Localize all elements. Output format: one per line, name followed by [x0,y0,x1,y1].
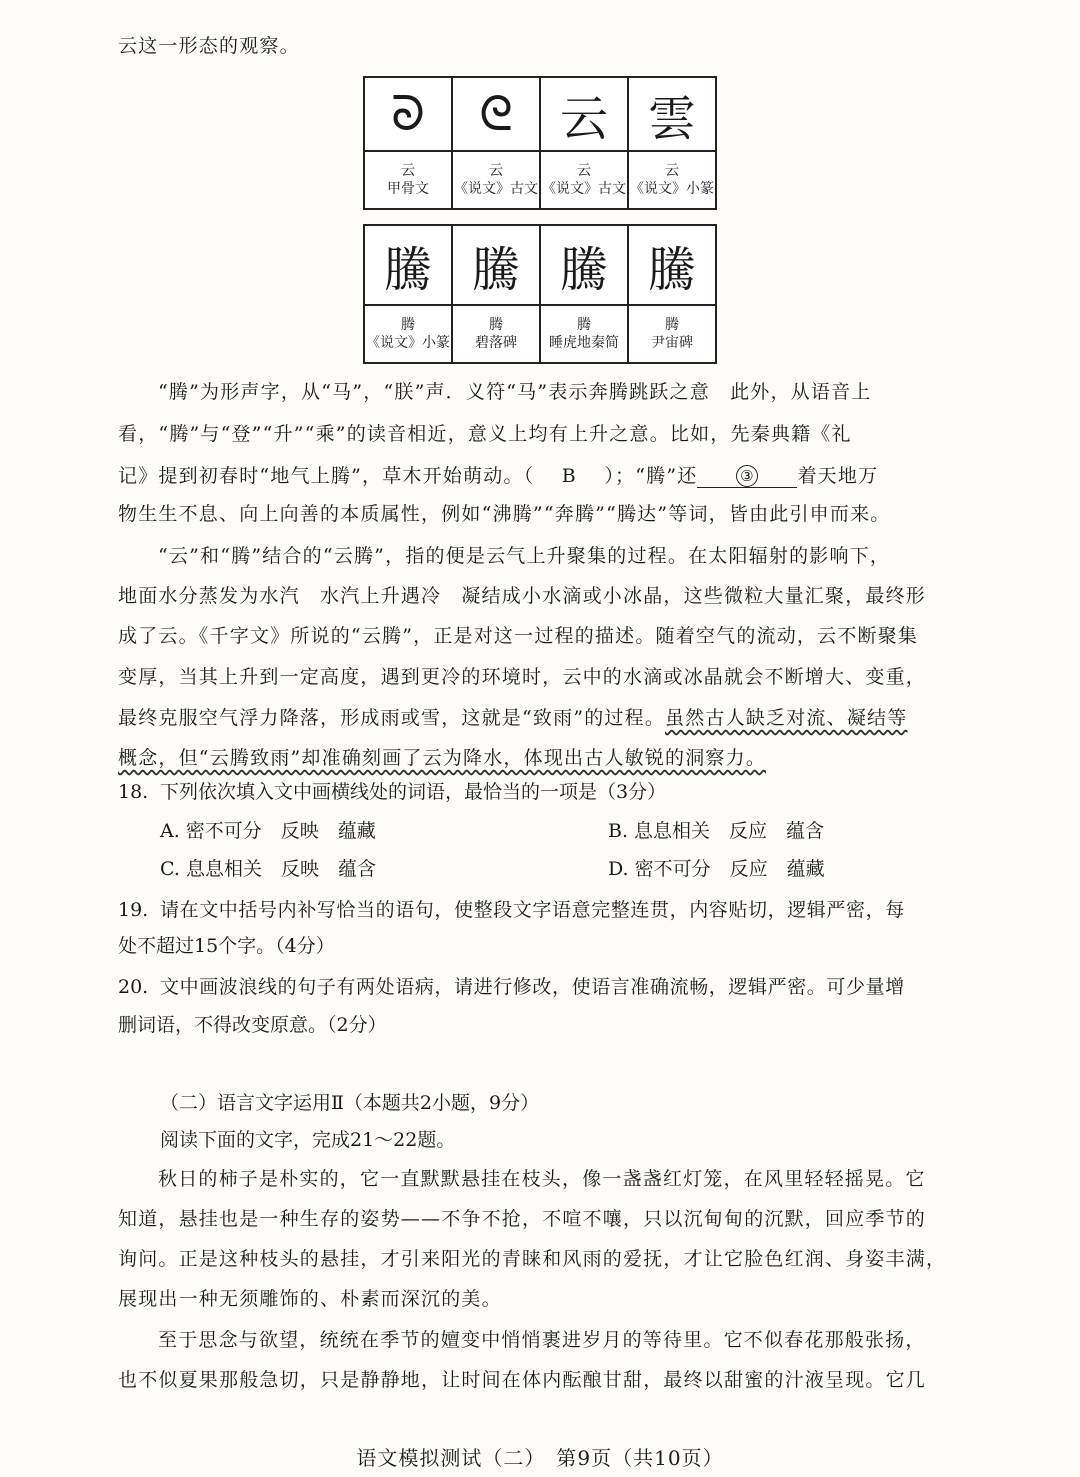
para1-line1: “腾”为形声字，从“马”，“朕”声．义符“马”表示奔腾跳跃之意 此外，从语音上 [158,381,872,403]
para2-line1: “云”和“腾”结合的“云腾”，指的便是云气上升聚集的过程。在太阳辐射的影响下， [158,545,891,567]
glyph-yun-xiaozhuan: 雲 [647,90,696,147]
q20-number: 20. [118,976,149,998]
glyph-table-teng [363,224,717,364]
page-footer: 语文模拟测试（二） 第9页（共10页） [356,1446,724,1470]
blank-3: ③ [697,463,797,488]
q19-line1: 请在文中括号内补写恰当的语句，使整段文字语意完整连贯，内容贴切，逻辑严密，每 [160,899,905,921]
q18-stem: 下列依次填入文中画横线处的词语，最恰当的一项是（3分） [160,781,667,803]
glyph-caption: 腾 《说文》小篆 [364,305,452,363]
q18-option-c: C. 息息相关 反映 蕴含 [160,858,376,880]
section2-title: （二）语言文字运用Ⅱ（本题共2小题，9分） [160,1092,540,1114]
para3-line2: 知道，悬挂也是一种生存的姿势——不争不抢，不喧不嚷，只以沉甸甸的沉默，回应季节的 [118,1208,927,1230]
q20-line2: 删词语，不得改变原意。（2分） [118,1014,387,1036]
para2-line4: 变厚，当其上升到一定高度，遇到更冷的环境时，云中的水滴或冰晶就会不断增大、变重， [118,666,927,688]
glyph-caption: 腾 碧落碑 [452,305,540,363]
glyph-caption: 云 《说文》小篆 [628,151,716,209]
para1-line3: 记》提到初春时“地气上腾”，草木开始萌动。（ B ）；“腾”还 ③ 着天地万 [118,465,879,487]
para2-line3: 成了云。《千字文》所说的“云腾”，正是对这一过程的描述。随着空气的流动，云不断聚集 [118,625,919,647]
glyph-table-yun [363,76,717,210]
intro-line: 云这一形态的观察。 [118,35,300,57]
q19-number: 19. [118,899,149,921]
blank-b: B [561,465,577,487]
glyph-yun-guwen-2: 云 [559,90,608,147]
para2-line2: 地面水分蒸发为水汽 水汽上升遇冷 凝结成小水滴或小冰晶，这些微粒大量汇聚，最终形 [118,585,927,607]
para2-line6 [118,746,958,770]
para2-line5: 最终克服空气浮力降落，形成雨或雪，这就是“致雨”的过程。虽然古人缺乏对流、凝结等 [118,707,908,729]
para4-line1: 至于思念与欲望，统统在季节的嬗变中悄悄裹进岁月的等待里。它不似春花那般张扬， [158,1329,926,1351]
wavy-sentence: 虽然古人缺乏对流、凝结等 [665,707,908,729]
para1-line4: 物生生不息、向上向善的本质属性，例如“沸腾”“奔腾”“腾达”等词，皆由此引申而来。 [118,503,891,525]
glyph-yun-oracle: ᘐ [391,85,425,142]
q18-number: 18. [118,781,149,803]
glyph-yun-guwen-1: ᘓ [479,85,513,142]
para3-line4: 展现出一种无须雕饰的、朴素而深沉的美。 [118,1288,502,1310]
section2-instruction: 阅读下面的文字，完成21～22题。 [160,1129,456,1151]
q18-option-a: A. 密不可分 反映 蕴藏 [160,820,376,842]
glyph-teng-shuihudi: 騰 [559,241,608,298]
glyph-caption: 腾 尹宙碑 [628,305,716,363]
para3-line3: 询问。正是这种枝头的悬挂，才引来阳光的青睐和风雨的爱抚，才让它脸色红润、身姿丰满， [118,1248,947,1270]
glyph-teng-yinzhou: 騰 [647,241,696,298]
glyph-caption: 云 《说文》古文 [540,151,628,209]
para1-line2: 看，“腾”与“登”“升”“乘”的读音相近，意义上均有上升之意。比如，先秦典籍《礼 [118,423,852,445]
para4-line2: 也不似夏果那般急切，只是静静地，让时间在体内酝酿甘甜，最终以甜蜜的汁液呈现。它几 [118,1369,927,1391]
glyph-caption: 腾 睡虎地秦简 [540,305,628,363]
glyph-caption: 云 《说文》古文 [452,151,540,209]
glyph-teng-xiaozhuan: 騰 [383,241,432,298]
glyph-teng-biluo: 騰 [471,241,520,298]
q19-line2: 处不超过15个字。（4分） [118,935,335,957]
q18-option-d: D. 密不可分 反应 蕴藏 [608,858,825,880]
q20-line1: 文中画波浪线的句子有两处语病，请进行修改，使语言准确流畅，逻辑严密。可少量增 [160,976,905,998]
glyph-caption: 云 甲骨文 [364,151,452,209]
q18-option-b: B. 息息相关 反应 蕴含 [608,820,825,842]
wavy-sentence: 概念，但“云腾致雨”却准确刻画了云为降水，体现出古人敏锐的洞察力。 [118,747,767,769]
para3-line1: 秋日的柿子是朴实的，它一直默默悬挂在枝头，像一盏盏红灯笼，在风里轻轻摇晃。它 [158,1168,926,1190]
